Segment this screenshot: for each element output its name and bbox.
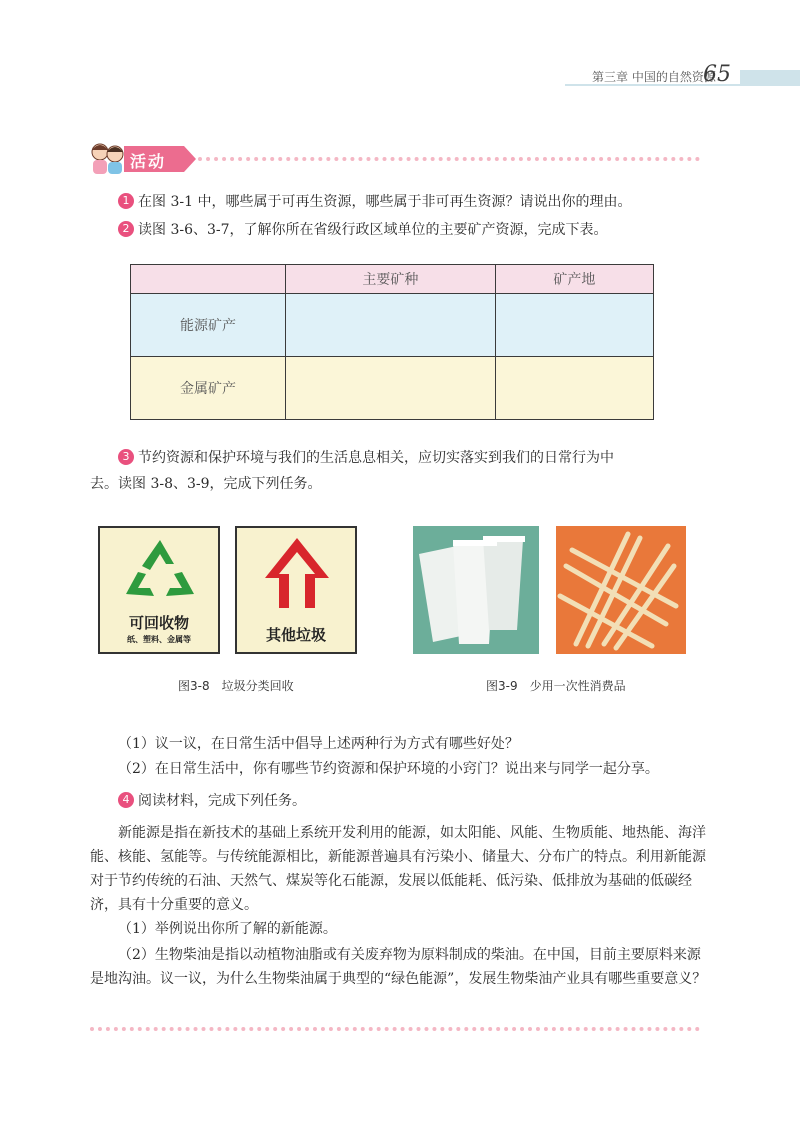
question-1 xyxy=(118,192,631,212)
table-cell[interactable] xyxy=(286,294,496,357)
figure-3-8-caption: 图3-8 垃圾分类回收 xyxy=(178,679,294,693)
row-label: 金属矿产 xyxy=(131,357,286,420)
table-row xyxy=(131,294,654,357)
header-color-bar xyxy=(740,70,800,84)
question-3-sub-1: （1）议一议，在日常生活中倡导上述两种行为方式有哪些好处？ xyxy=(118,736,519,752)
table-header-row xyxy=(131,265,654,294)
recyclable-title: 可回收物 xyxy=(128,614,189,632)
question-4 xyxy=(118,791,306,811)
reading-material: 新能源是指在新技术的基础上系统开发利用的能源，如太阳能、风能、生物质能、地热能、海洋能、核能、氢能等。与传统能源相比，新能源普遍具有污染小、储量大、分布广的特点。利用新能源对于节约传统的石油、天然气、煤炭等化石能源，发展以低能耗、低污染、低排放为基础的低碳经济，具有十分重要的意义。 xyxy=(90,825,706,913)
dotted-divider-top xyxy=(198,157,700,161)
table-cell[interactable] xyxy=(286,357,496,420)
other-waste-title: 其他垃圾 xyxy=(265,626,326,644)
activity-label: 活动 xyxy=(130,152,167,171)
page-number: 65 xyxy=(703,62,731,87)
recyclable-subtitle: 纸、塑料、金属等 xyxy=(127,635,191,644)
kids-icon xyxy=(88,140,128,176)
question-text: 读图 3-6、3-7，了解你所在省级行政区域单位的主要矿产资源，完成下表。 xyxy=(138,222,608,238)
question-number-badge: 3 xyxy=(118,449,134,465)
question-3-line1 xyxy=(118,448,614,468)
question-number-badge: 2 xyxy=(118,221,134,237)
minerals-table xyxy=(130,264,654,420)
chopsticks-photo xyxy=(556,526,686,654)
table-header-cell xyxy=(131,265,286,294)
table-row xyxy=(131,357,654,420)
recycle-icon xyxy=(120,536,200,606)
page-header xyxy=(0,62,800,92)
question-number-badge: 1 xyxy=(118,193,134,209)
recyclable-sign xyxy=(98,526,220,654)
question-text: 阅读材料，完成下列任务。 xyxy=(138,793,306,809)
question-4-sub-2: （2）生物柴油是指以动植物油脂或有关废弃物为原料制成的柴油。在中国，目前主要原料来源是地沟油。议一议，为什么生物柴油属于典型的“绿色能源”，发展生物柴油产业具有哪些重要意义？ xyxy=(90,947,707,987)
row-label: 能源矿产 xyxy=(131,294,286,357)
question-2 xyxy=(118,220,608,240)
other-waste-sign xyxy=(235,526,357,654)
activity-header xyxy=(88,140,700,180)
dotted-divider-bottom xyxy=(90,1027,700,1031)
question-3-sub-2: （2）在日常生活中，你有哪些节约资源和保护环境的小窍门？说出来与同学一起分享。 xyxy=(118,761,659,777)
figure-3-9-caption: 图3-9 少用一次性消费品 xyxy=(486,679,626,693)
other-waste-icon xyxy=(257,534,337,614)
table-header-cell: 矿产地 xyxy=(495,265,653,294)
question-text: 节约资源和保护环境与我们的生活息息相关，应切实落实到我们的日常行为中 xyxy=(138,450,614,466)
question-4-sub-1: （1）举例说出你所了解的新能源。 xyxy=(118,921,337,937)
question-number-badge: 4 xyxy=(118,792,134,808)
question-text: 在图 3-1 中，哪些属于可再生资源，哪些属于非可再生资源？请说出你的理由。 xyxy=(138,194,632,210)
table-cell[interactable] xyxy=(495,357,653,420)
paper-cups-photo xyxy=(413,526,539,654)
table-header-cell: 主要矿种 xyxy=(286,265,496,294)
question-3-line2: 去。读图 3-8、3-9，完成下列任务。 xyxy=(90,476,322,492)
table-cell[interactable] xyxy=(495,294,653,357)
chapter-title: 第三章 中国的自然资源 xyxy=(592,70,716,84)
